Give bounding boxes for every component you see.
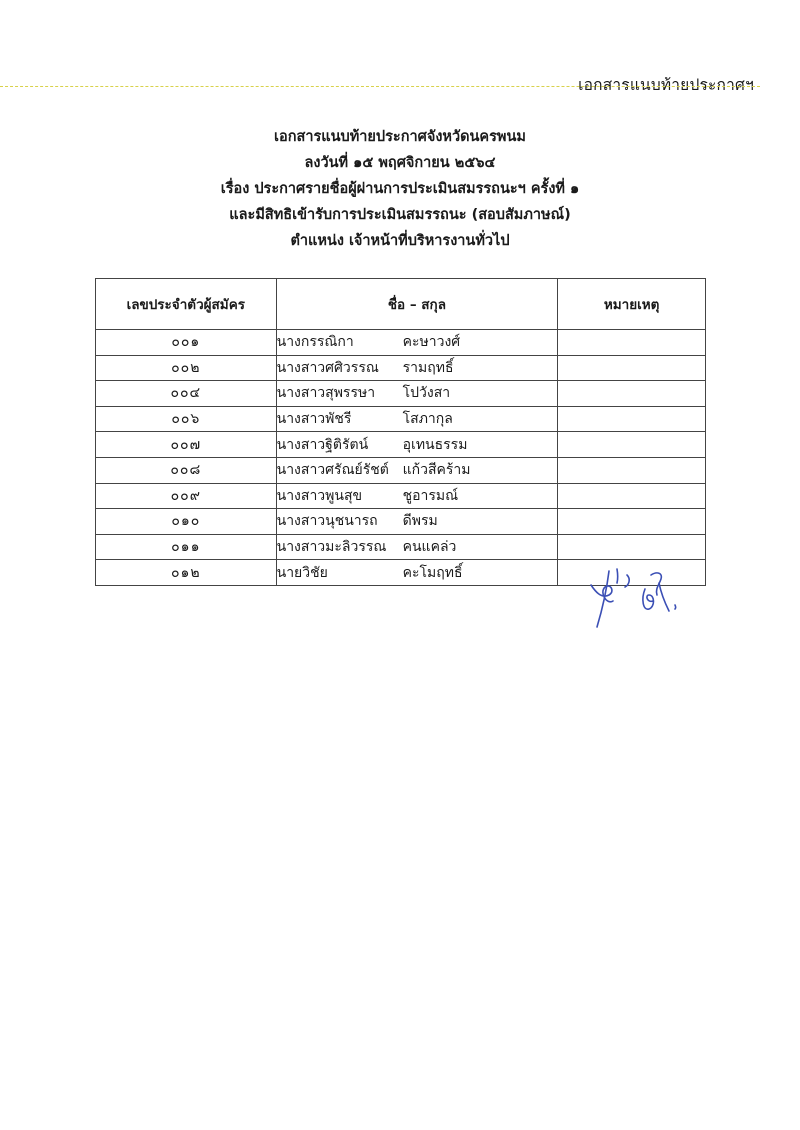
candidate-first-name: นางสาวพูนสุข	[276, 487, 363, 504]
signature-stroke	[625, 575, 629, 587]
candidate-name	[276, 457, 558, 483]
candidate-first-name: นางสาวสุพรรษา	[276, 385, 376, 402]
candidate-first-name: นายวิชัย	[276, 564, 328, 581]
candidate-first-name: นางสาวศศิวรรณ	[276, 359, 379, 376]
candidate-remark	[558, 330, 706, 356]
candidate-last-name: คะษาวงศ์	[402, 334, 461, 351]
header-candidate-id: เลขประจำตัวผู้สมัคร	[96, 279, 277, 330]
candidate-id: ๐๐๖	[96, 406, 277, 432]
table-row	[96, 355, 706, 381]
table-row	[96, 483, 706, 509]
candidate-remark	[558, 509, 706, 535]
candidate-name	[276, 330, 558, 356]
table-row	[96, 330, 706, 356]
table-row	[96, 406, 706, 432]
document-title-block	[0, 124, 800, 254]
candidate-first-name: นางสาวฐิติรัตน์	[276, 436, 369, 453]
candidate-last-name: โสภากุล	[402, 411, 453, 428]
title-subject-line: เรื่อง ประกาศรายชื่อผู้ผ่านการประเมินสมรรถนะฯ ครั้งที่ ๑	[220, 181, 580, 197]
candidate-first-name: นางกรรณิกา	[276, 334, 354, 351]
candidate-name	[276, 560, 558, 586]
candidate-name	[276, 509, 558, 535]
table-header-row	[96, 279, 706, 330]
candidate-last-name: แก้วสีคร้าม	[402, 462, 471, 479]
candidate-remark	[558, 406, 706, 432]
candidate-table	[95, 278, 706, 586]
candidate-last-name: อุเทนธรรม	[402, 436, 468, 453]
title-date-line: ลงวันที่ ๑๕ พฤศจิกายน ๒๕๖๔	[304, 155, 496, 171]
candidate-id: ๐๐๘	[96, 457, 277, 483]
signature-stroke	[659, 583, 669, 611]
candidate-id: ๐๐๒	[96, 355, 277, 381]
candidate-id: ๐๐๗	[96, 432, 277, 458]
candidate-id: ๐๑๒	[96, 560, 277, 586]
table-row	[96, 432, 706, 458]
candidate-name	[276, 432, 558, 458]
header-full-name: ชื่อ – สกุล	[276, 279, 558, 330]
table-row	[96, 509, 706, 535]
title-subject-line-2: และมีสิทธิเข้ารับการประเมินสมรรถนะ (สอบสัมภาษณ์)	[229, 207, 571, 223]
candidate-remark	[558, 534, 706, 560]
signature-stroke	[675, 605, 676, 609]
document-attachment-label: เอกสารแนบท้ายประกาศฯ	[578, 76, 754, 94]
candidate-remark	[558, 457, 706, 483]
candidate-name	[276, 534, 558, 560]
table-row	[96, 534, 706, 560]
candidate-id: ๐๐๔	[96, 381, 277, 407]
candidate-last-name: คะโมฤทธิ์	[402, 564, 463, 581]
signature-stroke	[597, 571, 609, 627]
candidate-first-name: นางสาวพัชรี	[276, 411, 352, 428]
title-position-line: ตำแหน่ง เจ้าหน้าที่บริหารงานทั่วไป	[290, 233, 510, 249]
candidate-first-name: นางสาวศรัณย์รัชต์	[276, 462, 389, 479]
candidate-first-name: นางสาวมะลิวรรณ	[276, 539, 387, 556]
candidate-last-name: โปวังสา	[402, 385, 451, 402]
candidate-last-name: ชูอารมณ์	[402, 487, 459, 504]
candidate-id: ๐๐๙	[96, 483, 277, 509]
candidate-remark	[558, 483, 706, 509]
candidate-remark	[558, 432, 706, 458]
handwritten-signature	[585, 565, 685, 635]
candidate-id: ๐๑๐	[96, 509, 277, 535]
title-line-1: เอกสารแนบท้ายประกาศจังหวัดนครพนม	[274, 129, 526, 145]
signature-stroke	[591, 585, 613, 602]
header-divider	[0, 86, 760, 87]
candidate-last-name: ดีพรม	[402, 513, 438, 530]
table-row	[96, 381, 706, 407]
candidate-id: ๐๐๑	[96, 330, 277, 356]
table-row	[96, 457, 706, 483]
signature-stroke	[643, 589, 654, 609]
candidate-name	[276, 355, 558, 381]
header-remarks: หมายเหตุ	[558, 279, 706, 330]
signature-stroke	[617, 569, 618, 583]
candidate-first-name: นางสาวนุชนารถ	[276, 513, 378, 530]
candidate-last-name: คนแคล่ว	[402, 539, 457, 556]
candidate-name	[276, 483, 558, 509]
candidate-remark	[558, 381, 706, 407]
candidate-name	[276, 381, 558, 407]
candidate-last-name: รามฤทธิ์	[402, 359, 454, 376]
candidate-name	[276, 406, 558, 432]
candidate-id: ๐๑๑	[96, 534, 277, 560]
candidate-remark	[558, 355, 706, 381]
